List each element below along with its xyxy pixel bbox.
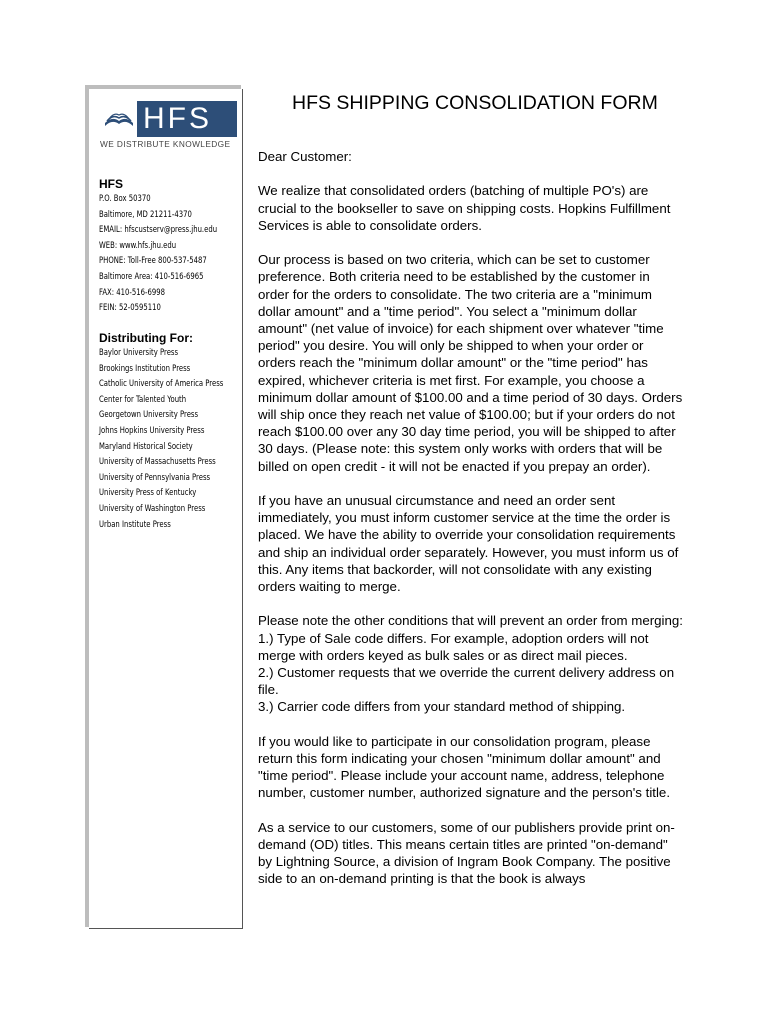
- publisher-item: University Press of Kentucky: [99, 488, 197, 499]
- condition-item: 2.) Customer requests that we override the current delivery address on file.: [258, 665, 675, 698]
- paragraph-criteria: Our process is based on two criteria, which can be set to customer preference. Both criteria need to be established by the customer in order for the orders to consolidate. The two criteria are a "minimum dollar amount" and a "time period". You select a "minimum dollar amount" (net value of invoice) for each shipment over whatever "time period" you desire. You will only be shipped to when your order or orders reach the "minimum dollar amount" or the "time period" has expired, whichever criteria is met first. For example, you choose a minimum dollar amount of $100.00 and a time period of 30 days. Orders will ship once they reach net value of $100.00; but if your orders do not reach $100.00 over any 30 day time period, you will be shipped to after 30 days. (Please note: this system only works with orders that will be billed on open credit - it will not be enacted if you prepay an order).: [258, 252, 683, 474]
- publisher-item: Urban Institute Press: [99, 519, 171, 530]
- publisher-item: Center for Talented Youth: [99, 394, 187, 405]
- publisher-list: [99, 346, 249, 533]
- contact-line: P.O. Box 50370: [99, 194, 151, 204]
- conditions-intro: Please note the other conditions that will prevent an order from merging:: [258, 613, 683, 629]
- publisher-item: Brookings Institution Press: [99, 363, 191, 374]
- open-book-icon: [101, 101, 137, 137]
- contact-line: Baltimore Area: 410-516-6965: [99, 271, 204, 282]
- paragraph-override: If you have an unusual circumstance and need an order sent immediately, you must inform customer service at the time the order is placed. We have the ability to override your consolidation requirements and ship an individual order separately. However, you must inform us of this. Any items that backorder, will not consolidate with any existing orders waiting to merge.: [258, 493, 679, 595]
- hfs-logo: [101, 101, 237, 137]
- publisher-item: University of Pennsylvania Press: [99, 472, 211, 483]
- contact-web: WEB: www.hfs.jhu.edu: [99, 240, 177, 251]
- paragraph-participate: If you would like to participate in our consolidation program, please return this form indicating your chosen "minimum dollar amount" and "time period". Please include your account name, address, telephone number, customer number, authorized signature and the person's title.: [258, 733, 671, 801]
- salutation: Dear Customer:: [258, 149, 352, 164]
- publisher-item: Catholic University of America Press: [99, 379, 224, 390]
- publisher-item: University of Massachusetts Press: [99, 457, 216, 468]
- company-heading: HFS: [99, 177, 123, 191]
- sidebar-panel: [89, 89, 243, 929]
- conditions-block: [258, 612, 683, 715]
- logo-tagline: WE DISTRIBUTE KNOWLEDGE: [100, 139, 231, 149]
- distributing-heading: Distributing For:: [99, 331, 193, 345]
- paragraph-on-demand: As a service to our customers, some of our publishers provide print on-demand (OD) titles. This means certain titles are printed "on-demand" by Lightning Source, a division of Ingram Book Company. The positive side to an on-demand printing is that the book is always: [258, 819, 675, 887]
- publisher-item: Johns Hopkins University Press: [99, 425, 205, 436]
- logo-wordmark: HFS: [143, 102, 212, 135]
- contact-phone: PHONE: Toll-Free 800-537-5487: [99, 256, 207, 267]
- publisher-item: University of Washington Press: [99, 503, 206, 514]
- page-title: HFS SHIPPING CONSOLIDATION FORM: [292, 92, 658, 114]
- condition-item: 1.) Type of Sale code differs. For example, adoption orders will not merge with orders keyed as bulk sales or as direct mail pieces.: [258, 630, 649, 663]
- condition-item: 3.) Carrier code differs from your standard method of shipping.: [258, 699, 626, 715]
- letter-body: [258, 148, 683, 905]
- contact-fein: FEIN: 52-0595110: [99, 303, 161, 314]
- contact-block: [99, 192, 249, 317]
- contact-email: EMAIL: hfscustserv@press.jhu.edu: [99, 225, 218, 236]
- contact-line: Baltimore, MD 21211-4370: [99, 209, 192, 220]
- paragraph-intro: We realize that consolidated orders (batching of multiple PO's) are crucial to the bookseller to save on shipping costs. Hopkins Fulfillment Services is able to consolidate orders.: [258, 183, 671, 233]
- contact-fax: FAX: 410-516-6998: [99, 287, 165, 298]
- publisher-item: Baylor University Press: [99, 348, 179, 358]
- publisher-item: Maryland Historical Society: [99, 441, 193, 452]
- publisher-item: Georgetown University Press: [99, 410, 199, 421]
